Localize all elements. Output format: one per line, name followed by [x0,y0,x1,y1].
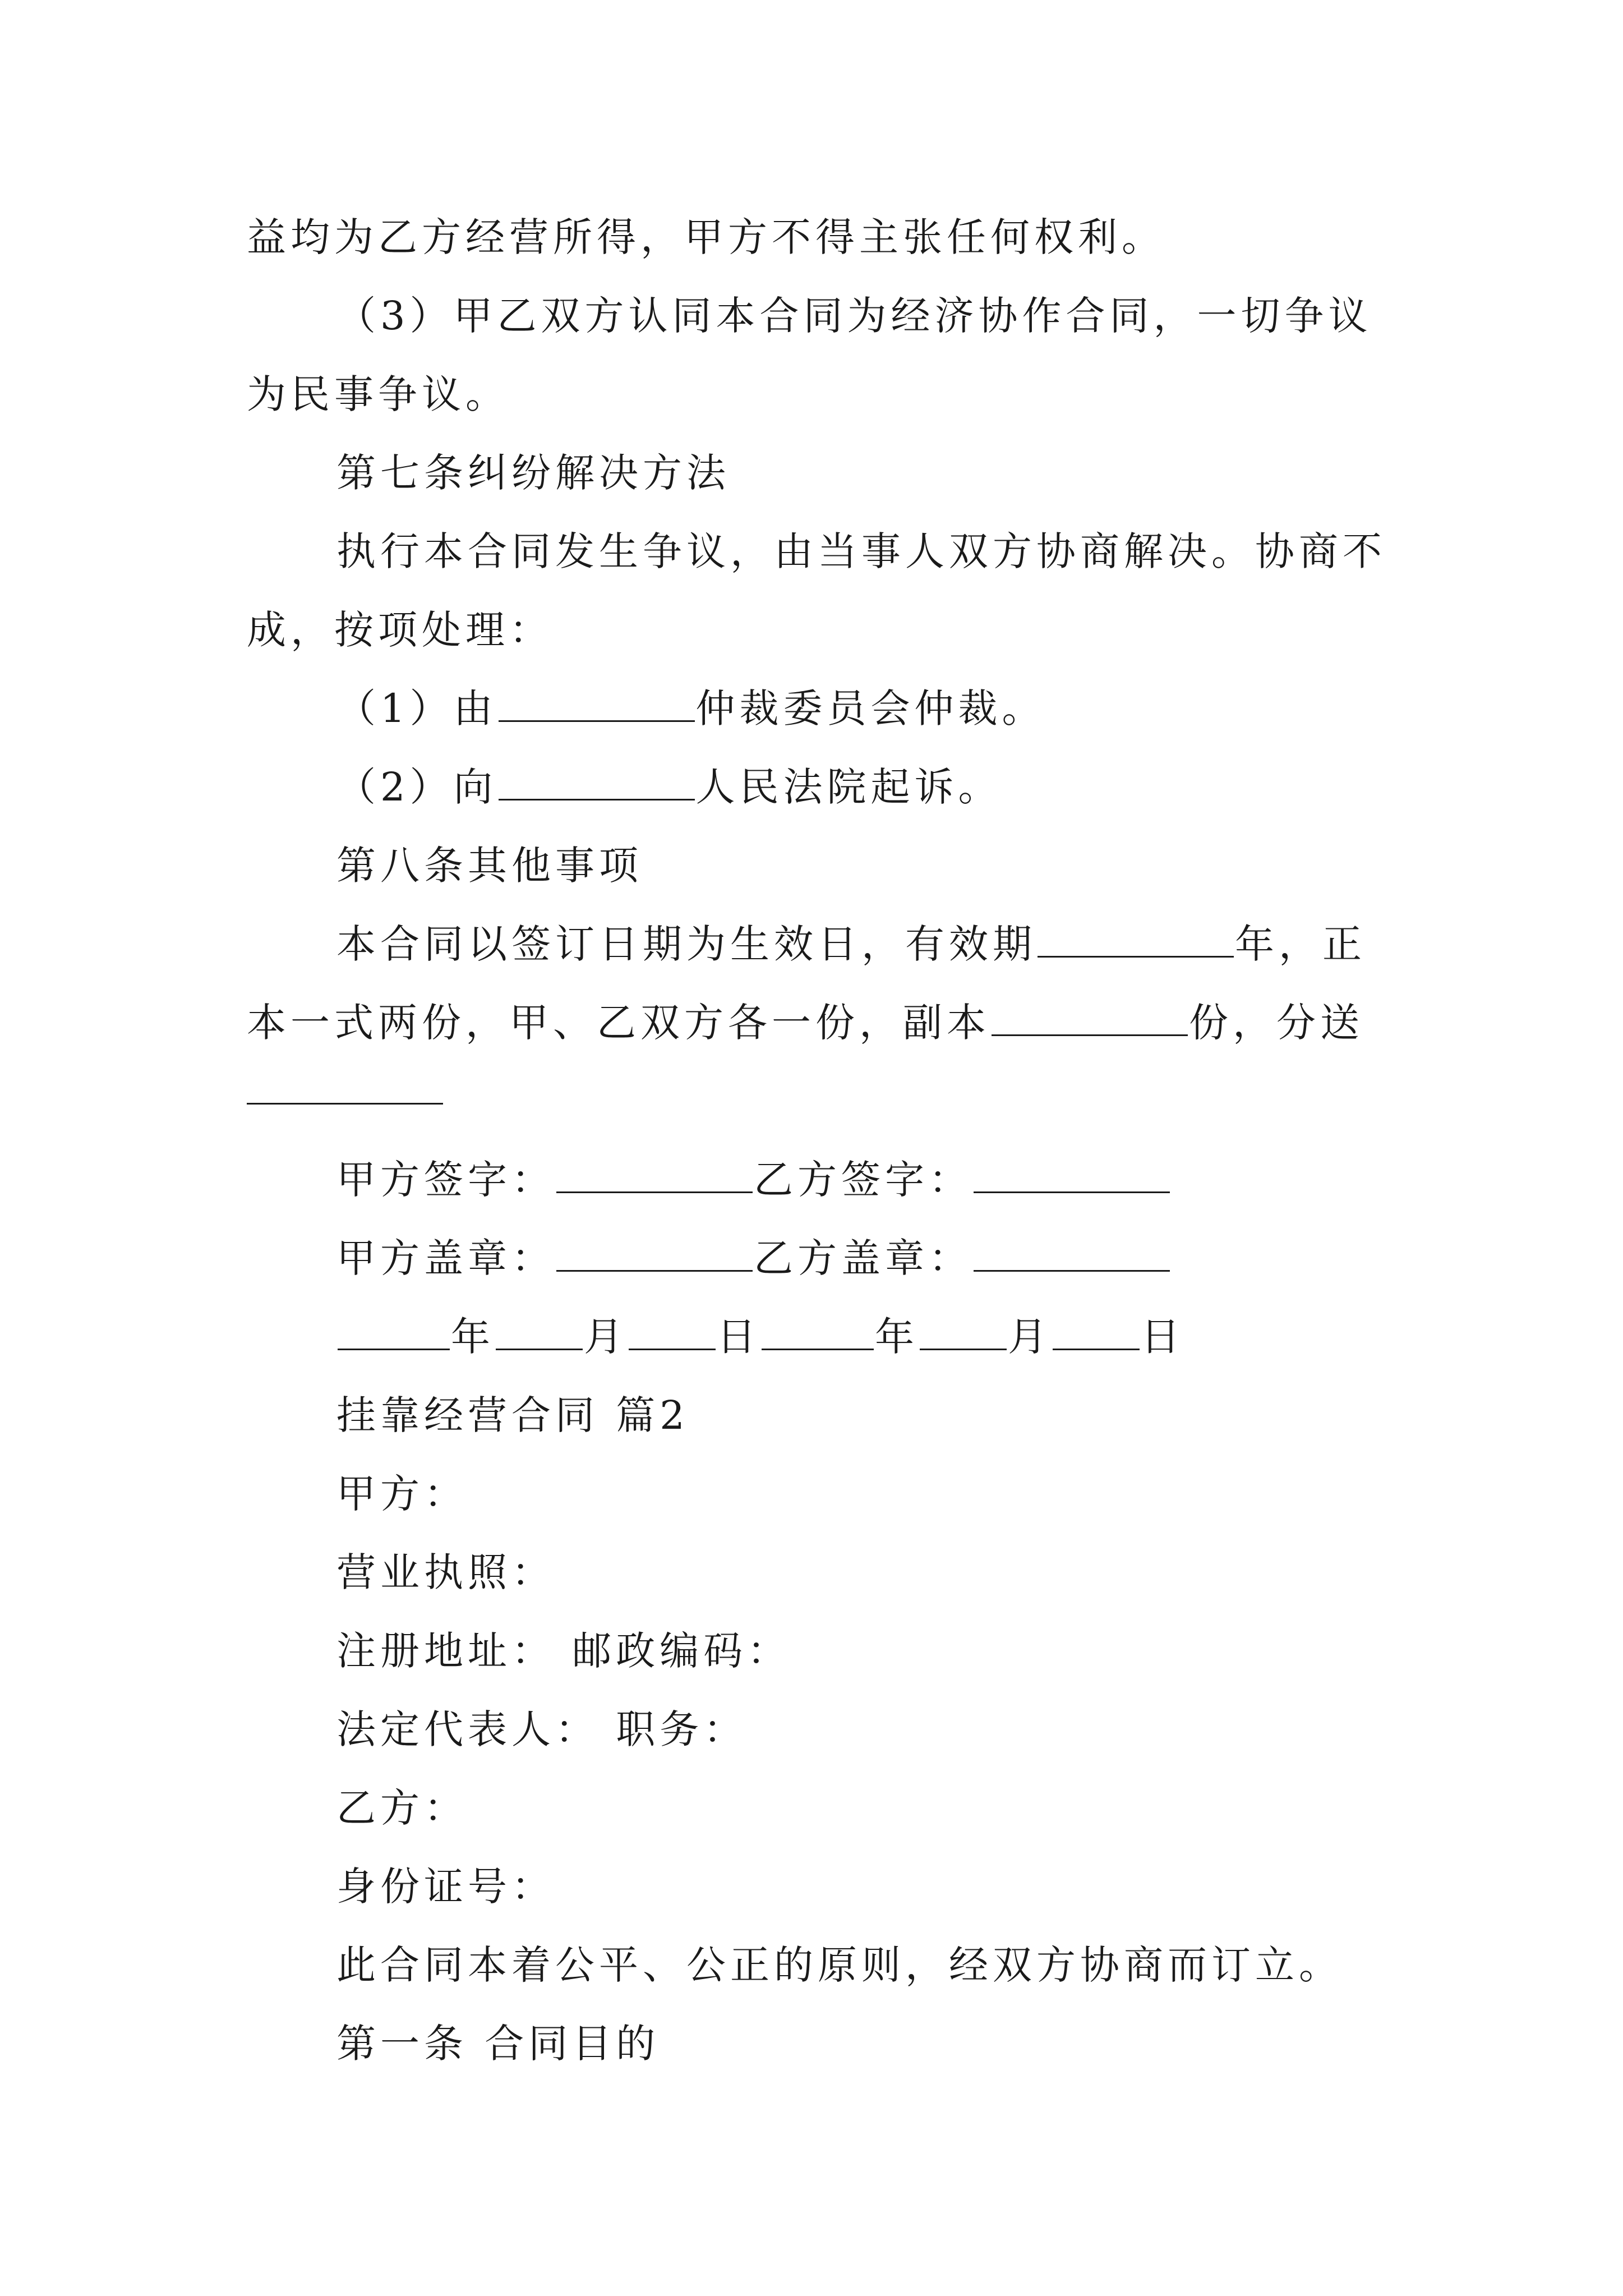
month-label: 月 [1008,1314,1052,1360]
option-text: 仲裁委员会仲裁。 [695,685,1046,731]
party-a-label: 甲方： [336,1471,468,1517]
validity-years-blank [1038,956,1234,958]
party-a-seal-blank [556,1270,753,1272]
seal-line [336,1235,1171,1281]
recipient-blank [247,1103,443,1105]
date-line [336,1314,1184,1360]
article-7-heading: 第七条纠纷解决方法 [336,450,730,496]
copies-count-blank [992,1034,1188,1036]
signature-line [336,1157,1171,1203]
validity-text: 本合同以签订日期为生效日，有效期 [336,921,1036,967]
arbitration-option-line [336,685,1046,731]
month-blank [496,1349,583,1350]
party-b-seal-blank [974,1270,1170,1272]
year-label: 年 [451,1314,495,1360]
contract-2-title: 挂靠经营合同 篇2 [336,1392,689,1438]
option-text: 人民法院起诉。 [695,764,1002,810]
id-number-label: 身份证号： [336,1864,555,1910]
day-blank [1053,1349,1140,1350]
option-label: （2）向 [336,764,497,810]
party-b-signature-label: 乙方签字： [754,1157,972,1203]
clause-3-line: （3）甲乙双方认同本合同为经济协作合同，一切争议 [336,293,1372,339]
copies-line [247,1000,1364,1046]
year-label: 年 [875,1314,919,1360]
legal-rep-label: 法定代表人： 职务： [336,1706,748,1752]
court-blank [499,799,695,800]
address-postcode-label: 注册地址： 邮政编码： [336,1628,791,1674]
validity-text-end: 年，正 [1235,921,1366,967]
party-b-seal-label: 乙方盖章： [754,1235,972,1281]
day-label: 日 [1141,1314,1184,1360]
party-b-label: 乙方： [336,1785,468,1831]
paragraph-line: 执行本合同发生争议，由当事人双方协商解决。协商不 [336,528,1386,574]
year-blank [338,1349,450,1350]
day-blank [629,1349,716,1350]
month-blank [920,1349,1007,1350]
article-8-heading: 第八条其他事项 [336,843,643,889]
party-a-signature-blank [556,1191,753,1193]
year-blank [762,1349,874,1350]
paragraph-line: 为民事争议。 [247,371,509,417]
paragraph-line: 成，按项处理： [247,607,553,653]
arbitration-blank [499,720,695,722]
copies-text-end: 份，分送 [1189,1000,1364,1046]
court-option-line [336,764,1002,810]
option-label: （1）由 [336,685,497,731]
party-a-seal-label: 甲方盖章： [336,1235,555,1281]
validity-line [336,921,1366,967]
article-1-heading: 第一条 合同目的 [336,2021,660,2067]
preamble-line: 此合同本着公平、公正的原则，经双方协商而订立。 [336,1942,1343,1988]
party-a-signature-label: 甲方签字： [336,1157,555,1203]
party-b-signature-blank [974,1191,1170,1193]
paragraph-line: 益均为乙方经营所得，甲方不得主张任何权利。 [247,214,1165,260]
day-label: 日 [717,1314,760,1360]
month-label: 月 [584,1314,628,1360]
business-license-label: 营业执照： [336,1549,555,1595]
copies-text: 本一式两份，甲、乙双方各一份，副本 [247,1000,990,1046]
